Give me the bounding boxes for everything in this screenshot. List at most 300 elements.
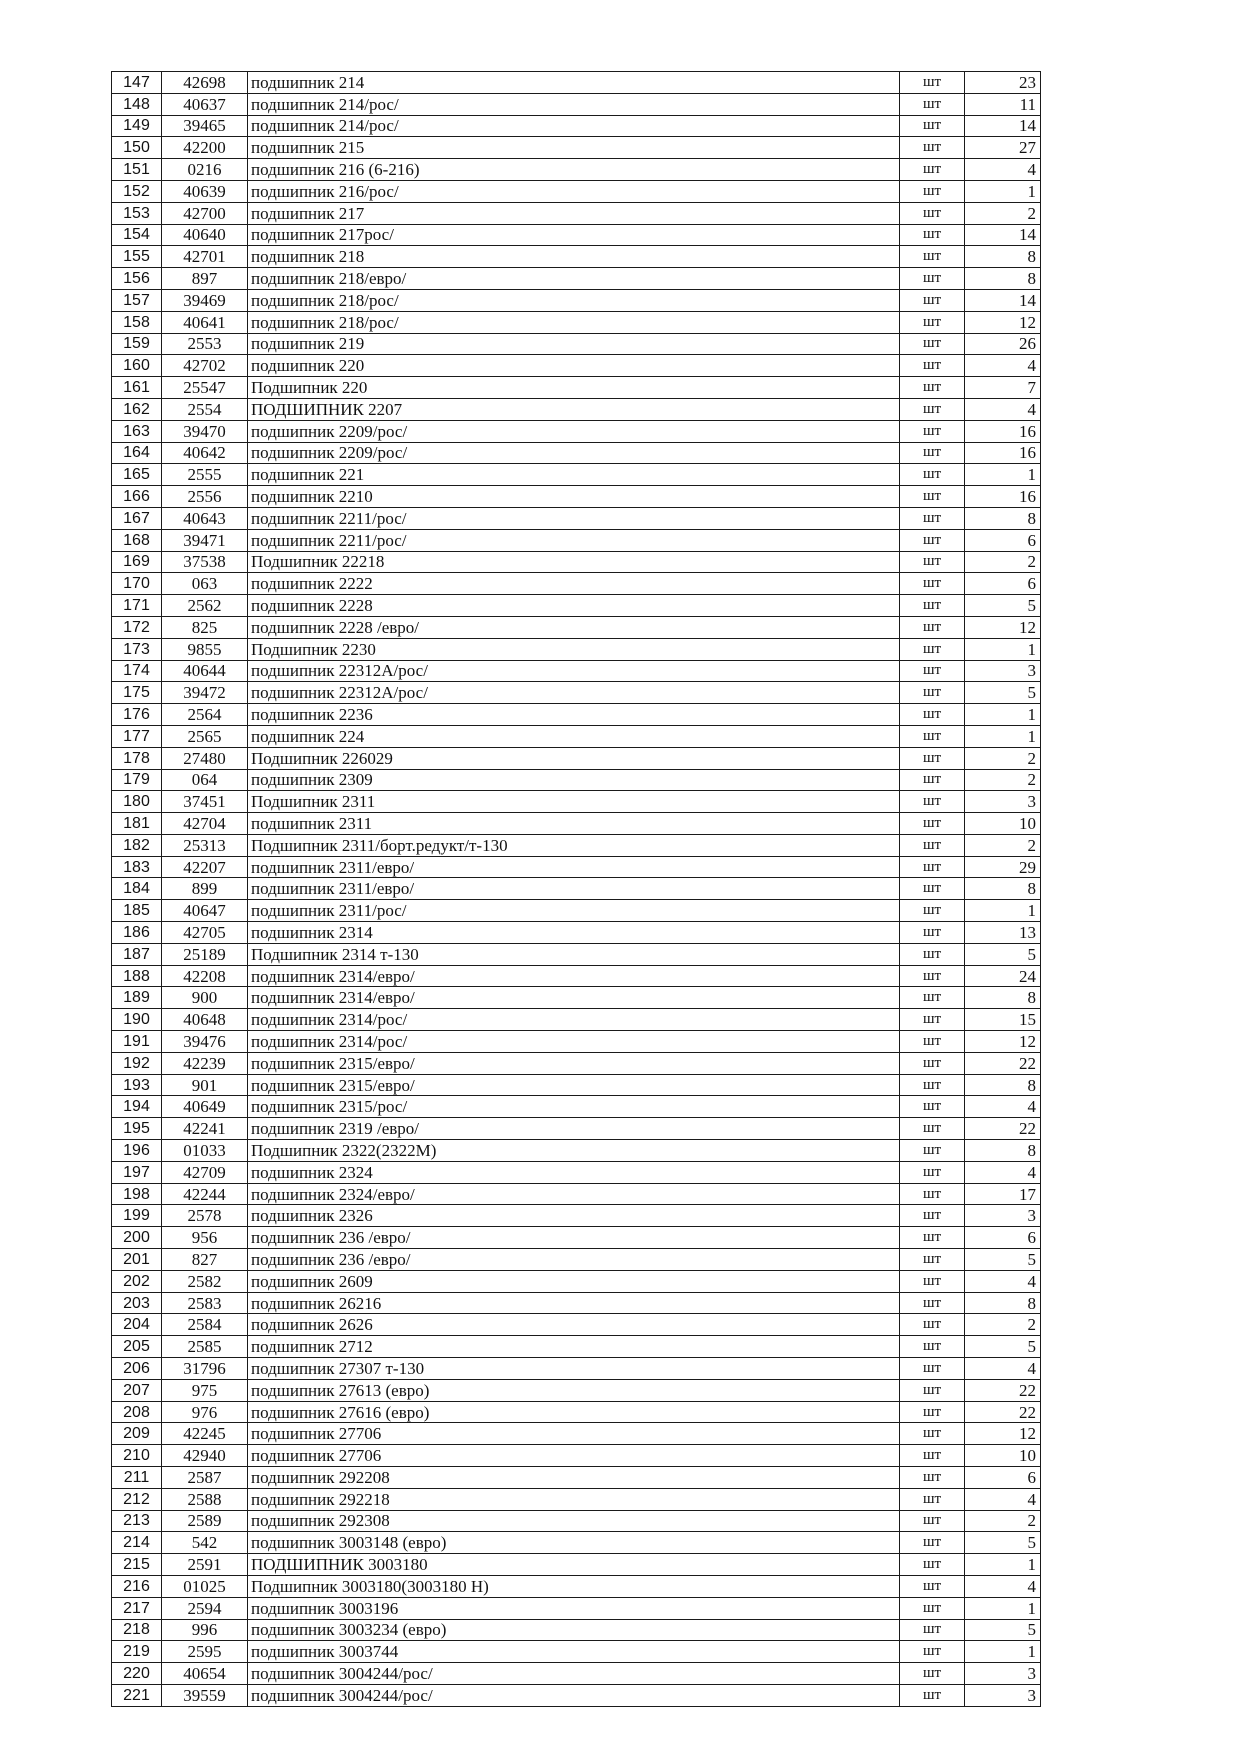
item-name-cell: Подшипник 220 bbox=[248, 377, 900, 399]
row-number-cell: 152 bbox=[112, 180, 162, 202]
unit-cell: шт bbox=[900, 791, 965, 813]
table-row bbox=[112, 660, 1041, 682]
quantity-cell: 1 bbox=[965, 464, 1041, 486]
quantity-cell: 29 bbox=[965, 856, 1041, 878]
item-name-cell: подшипник 2311 bbox=[248, 813, 900, 835]
item-name-cell: подшипник 214/рос/ bbox=[248, 115, 900, 137]
row-number-cell: 213 bbox=[112, 1510, 162, 1532]
table-row bbox=[112, 1314, 1041, 1336]
row-number-cell: 205 bbox=[112, 1336, 162, 1358]
item-code-cell: 27480 bbox=[162, 747, 248, 769]
item-name-cell: подшипник 27706 bbox=[248, 1423, 900, 1445]
item-name-cell: подшипник 2311/евро/ bbox=[248, 856, 900, 878]
row-number-cell: 196 bbox=[112, 1140, 162, 1162]
table-row bbox=[112, 72, 1041, 94]
unit-cell: шт bbox=[900, 1227, 965, 1249]
unit-cell: шт bbox=[900, 246, 965, 268]
item-code-cell: 2555 bbox=[162, 464, 248, 486]
row-number-cell: 162 bbox=[112, 398, 162, 420]
quantity-cell: 1 bbox=[965, 638, 1041, 660]
row-number-cell: 174 bbox=[112, 660, 162, 682]
item-name-cell: Подшипник 22218 bbox=[248, 551, 900, 573]
quantity-cell: 3 bbox=[965, 791, 1041, 813]
quantity-cell: 2 bbox=[965, 769, 1041, 791]
table-row bbox=[112, 1031, 1041, 1053]
item-name-cell: подшипник 2314/евро/ bbox=[248, 965, 900, 987]
item-name-cell: подшипник 2209/рос/ bbox=[248, 442, 900, 464]
item-code-cell: 40639 bbox=[162, 180, 248, 202]
row-number-cell: 169 bbox=[112, 551, 162, 573]
unit-cell: шт bbox=[900, 1597, 965, 1619]
item-code-cell: 897 bbox=[162, 268, 248, 290]
item-name-cell: подшипник 2315/евро/ bbox=[248, 1052, 900, 1074]
table-row bbox=[112, 1379, 1041, 1401]
table-row bbox=[112, 1052, 1041, 1074]
quantity-cell: 23 bbox=[965, 72, 1041, 94]
table-row bbox=[112, 377, 1041, 399]
item-name-cell: подшипник 2314 bbox=[248, 922, 900, 944]
table-row bbox=[112, 1510, 1041, 1532]
item-name-cell: подшипник 22312А/рос/ bbox=[248, 682, 900, 704]
item-code-cell: 40647 bbox=[162, 900, 248, 922]
quantity-cell: 3 bbox=[965, 660, 1041, 682]
item-name-cell: подшипник 2315/рос/ bbox=[248, 1096, 900, 1118]
item-code-cell: 996 bbox=[162, 1619, 248, 1641]
item-name-cell: подшипник 27613 (евро) bbox=[248, 1379, 900, 1401]
item-name-cell: Подшипник 2314 т-130 bbox=[248, 943, 900, 965]
table-row bbox=[112, 398, 1041, 420]
unit-cell: шт bbox=[900, 1641, 965, 1663]
unit-cell: шт bbox=[900, 1118, 965, 1140]
item-code-cell: 25547 bbox=[162, 377, 248, 399]
unit-cell: шт bbox=[900, 202, 965, 224]
row-number-cell: 202 bbox=[112, 1270, 162, 1292]
row-number-cell: 219 bbox=[112, 1641, 162, 1663]
table-row bbox=[112, 1445, 1041, 1467]
quantity-cell: 2 bbox=[965, 202, 1041, 224]
item-name-cell: Подшипник 3003180(3003180 Н) bbox=[248, 1575, 900, 1597]
row-number-cell: 166 bbox=[112, 486, 162, 508]
unit-cell: шт bbox=[900, 1074, 965, 1096]
table-row bbox=[112, 1249, 1041, 1271]
quantity-cell: 24 bbox=[965, 965, 1041, 987]
unit-cell: шт bbox=[900, 377, 965, 399]
item-code-cell: 900 bbox=[162, 987, 248, 1009]
item-name-cell: Подшипник 2311 bbox=[248, 791, 900, 813]
table-row bbox=[112, 529, 1041, 551]
item-name-cell: подшипник 2319 /евро/ bbox=[248, 1118, 900, 1140]
quantity-cell: 1 bbox=[965, 704, 1041, 726]
table-row bbox=[112, 1358, 1041, 1380]
quantity-cell: 22 bbox=[965, 1052, 1041, 1074]
item-name-cell: подшипник 218/рос/ bbox=[248, 311, 900, 333]
unit-cell: шт bbox=[900, 486, 965, 508]
item-name-cell: подшипник 22312А/рос/ bbox=[248, 660, 900, 682]
quantity-cell: 5 bbox=[965, 1336, 1041, 1358]
row-number-cell: 171 bbox=[112, 595, 162, 617]
item-code-cell: 42241 bbox=[162, 1118, 248, 1140]
item-code-cell: 39472 bbox=[162, 682, 248, 704]
item-code-cell: 2583 bbox=[162, 1292, 248, 1314]
row-number-cell: 192 bbox=[112, 1052, 162, 1074]
table-row bbox=[112, 900, 1041, 922]
item-name-cell: Подшипник 2311/борт.редукт/т-130 bbox=[248, 834, 900, 856]
unit-cell: шт bbox=[900, 398, 965, 420]
table-row bbox=[112, 813, 1041, 835]
item-code-cell: 2585 bbox=[162, 1336, 248, 1358]
item-code-cell: 2554 bbox=[162, 398, 248, 420]
quantity-cell: 6 bbox=[965, 1227, 1041, 1249]
item-code-cell: 42700 bbox=[162, 202, 248, 224]
row-number-cell: 185 bbox=[112, 900, 162, 922]
item-name-cell: Подшипник 2230 bbox=[248, 638, 900, 660]
row-number-cell: 216 bbox=[112, 1575, 162, 1597]
table-row bbox=[112, 922, 1041, 944]
row-number-cell: 221 bbox=[112, 1684, 162, 1706]
quantity-cell: 4 bbox=[965, 355, 1041, 377]
quantity-cell: 2 bbox=[965, 1314, 1041, 1336]
table-row bbox=[112, 1161, 1041, 1183]
item-code-cell: 42245 bbox=[162, 1423, 248, 1445]
item-code-cell: 39476 bbox=[162, 1031, 248, 1053]
item-code-cell: 2553 bbox=[162, 333, 248, 355]
item-name-cell: ПОДШИПНИК 3003180 bbox=[248, 1554, 900, 1576]
quantity-cell: 8 bbox=[965, 878, 1041, 900]
item-name-cell: подшипник 2236 bbox=[248, 704, 900, 726]
item-code-cell: 42940 bbox=[162, 1445, 248, 1467]
quantity-cell: 22 bbox=[965, 1118, 1041, 1140]
table-row bbox=[112, 1270, 1041, 1292]
unit-cell: шт bbox=[900, 1009, 965, 1031]
row-number-cell: 210 bbox=[112, 1445, 162, 1467]
table-row bbox=[112, 1467, 1041, 1489]
item-code-cell: 0216 bbox=[162, 159, 248, 181]
quantity-cell: 22 bbox=[965, 1401, 1041, 1423]
unit-cell: шт bbox=[900, 1031, 965, 1053]
unit-cell: шт bbox=[900, 442, 965, 464]
row-number-cell: 151 bbox=[112, 159, 162, 181]
item-code-cell: 39471 bbox=[162, 529, 248, 551]
unit-cell: шт bbox=[900, 616, 965, 638]
unit-cell: шт bbox=[900, 529, 965, 551]
item-name-cell: подшипник 218/рос/ bbox=[248, 289, 900, 311]
table-row bbox=[112, 965, 1041, 987]
quantity-cell: 27 bbox=[965, 137, 1041, 159]
table-row bbox=[112, 1575, 1041, 1597]
item-code-cell: 2582 bbox=[162, 1270, 248, 1292]
row-number-cell: 186 bbox=[112, 922, 162, 944]
row-number-cell: 220 bbox=[112, 1663, 162, 1685]
quantity-cell: 4 bbox=[965, 1270, 1041, 1292]
item-name-cell: подшипник 217рос/ bbox=[248, 224, 900, 246]
row-number-cell: 161 bbox=[112, 377, 162, 399]
item-code-cell: 899 bbox=[162, 878, 248, 900]
item-name-cell: подшипник 2314/евро/ bbox=[248, 987, 900, 1009]
quantity-cell: 3 bbox=[965, 1205, 1041, 1227]
unit-cell: шт bbox=[900, 1161, 965, 1183]
item-code-cell: 2594 bbox=[162, 1597, 248, 1619]
item-name-cell: подшипник 2314/рос/ bbox=[248, 1031, 900, 1053]
unit-cell: шт bbox=[900, 769, 965, 791]
unit-cell: шт bbox=[900, 420, 965, 442]
unit-cell: шт bbox=[900, 965, 965, 987]
table-row bbox=[112, 1118, 1041, 1140]
quantity-cell: 5 bbox=[965, 682, 1041, 704]
item-name-cell: подшипник 3003744 bbox=[248, 1641, 900, 1663]
unit-cell: шт bbox=[900, 1575, 965, 1597]
item-code-cell: 39559 bbox=[162, 1684, 248, 1706]
row-number-cell: 165 bbox=[112, 464, 162, 486]
item-name-cell: подшипник 215 bbox=[248, 137, 900, 159]
quantity-cell: 1 bbox=[965, 1554, 1041, 1576]
table-row bbox=[112, 1205, 1041, 1227]
quantity-cell: 8 bbox=[965, 246, 1041, 268]
item-code-cell: 2591 bbox=[162, 1554, 248, 1576]
unit-cell: шт bbox=[900, 72, 965, 94]
unit-cell: шт bbox=[900, 551, 965, 573]
row-number-cell: 177 bbox=[112, 725, 162, 747]
unit-cell: шт bbox=[900, 1292, 965, 1314]
item-code-cell: 975 bbox=[162, 1379, 248, 1401]
item-code-cell: 40648 bbox=[162, 1009, 248, 1031]
quantity-cell: 2 bbox=[965, 747, 1041, 769]
quantity-cell: 1 bbox=[965, 900, 1041, 922]
row-number-cell: 195 bbox=[112, 1118, 162, 1140]
quantity-cell: 12 bbox=[965, 1031, 1041, 1053]
table-row bbox=[112, 616, 1041, 638]
item-code-cell: 42702 bbox=[162, 355, 248, 377]
item-name-cell: подшипник 216 (6-216) bbox=[248, 159, 900, 181]
item-code-cell: 2564 bbox=[162, 704, 248, 726]
quantity-cell: 14 bbox=[965, 224, 1041, 246]
item-code-cell: 42200 bbox=[162, 137, 248, 159]
item-name-cell: Подшипник 2322(2322М) bbox=[248, 1140, 900, 1162]
item-name-cell: подшипник 2326 bbox=[248, 1205, 900, 1227]
row-number-cell: 190 bbox=[112, 1009, 162, 1031]
item-code-cell: 976 bbox=[162, 1401, 248, 1423]
unit-cell: шт bbox=[900, 1619, 965, 1641]
table-row bbox=[112, 180, 1041, 202]
row-number-cell: 164 bbox=[112, 442, 162, 464]
quantity-cell: 16 bbox=[965, 486, 1041, 508]
item-name-cell: подшипник 218/евро/ bbox=[248, 268, 900, 290]
unit-cell: шт bbox=[900, 159, 965, 181]
item-name-cell: ПОДШИПНИК 2207 bbox=[248, 398, 900, 420]
item-code-cell: 40643 bbox=[162, 507, 248, 529]
inventory-table bbox=[111, 71, 1041, 1707]
item-code-cell: 42208 bbox=[162, 965, 248, 987]
unit-cell: шт bbox=[900, 834, 965, 856]
item-code-cell: 2584 bbox=[162, 1314, 248, 1336]
item-code-cell: 2588 bbox=[162, 1488, 248, 1510]
quantity-cell: 6 bbox=[965, 1467, 1041, 1489]
quantity-cell: 3 bbox=[965, 1663, 1041, 1685]
quantity-cell: 26 bbox=[965, 333, 1041, 355]
unit-cell: шт bbox=[900, 1510, 965, 1532]
item-code-cell: 2556 bbox=[162, 486, 248, 508]
table-row bbox=[112, 1641, 1041, 1663]
row-number-cell: 217 bbox=[112, 1597, 162, 1619]
item-name-cell: подшипник 2314/рос/ bbox=[248, 1009, 900, 1031]
item-name-cell: подшипник 26216 bbox=[248, 1292, 900, 1314]
row-number-cell: 155 bbox=[112, 246, 162, 268]
row-number-cell: 197 bbox=[112, 1161, 162, 1183]
item-code-cell: 956 bbox=[162, 1227, 248, 1249]
quantity-cell: 13 bbox=[965, 922, 1041, 944]
unit-cell: шт bbox=[900, 813, 965, 835]
quantity-cell: 4 bbox=[965, 1161, 1041, 1183]
item-code-cell: 39465 bbox=[162, 115, 248, 137]
quantity-cell: 3 bbox=[965, 1684, 1041, 1706]
row-number-cell: 204 bbox=[112, 1314, 162, 1336]
unit-cell: шт bbox=[900, 704, 965, 726]
item-name-cell: подшипник 2324 bbox=[248, 1161, 900, 1183]
item-code-cell: 40644 bbox=[162, 660, 248, 682]
row-number-cell: 203 bbox=[112, 1292, 162, 1314]
quantity-cell: 5 bbox=[965, 1619, 1041, 1641]
item-code-cell: 25313 bbox=[162, 834, 248, 856]
unit-cell: шт bbox=[900, 1467, 965, 1489]
row-number-cell: 201 bbox=[112, 1249, 162, 1271]
item-name-cell: подшипник 3003148 (евро) bbox=[248, 1532, 900, 1554]
unit-cell: шт bbox=[900, 311, 965, 333]
row-number-cell: 168 bbox=[112, 529, 162, 551]
quantity-cell: 1 bbox=[965, 725, 1041, 747]
item-code-cell: 42709 bbox=[162, 1161, 248, 1183]
item-name-cell: подшипник 2324/евро/ bbox=[248, 1183, 900, 1205]
quantity-cell: 4 bbox=[965, 398, 1041, 420]
item-code-cell: 2589 bbox=[162, 1510, 248, 1532]
table-row bbox=[112, 1096, 1041, 1118]
item-code-cell: 901 bbox=[162, 1074, 248, 1096]
item-name-cell: подшипник 2222 bbox=[248, 573, 900, 595]
quantity-cell: 16 bbox=[965, 420, 1041, 442]
table-row bbox=[112, 1074, 1041, 1096]
row-number-cell: 183 bbox=[112, 856, 162, 878]
table-row bbox=[112, 115, 1041, 137]
quantity-cell: 8 bbox=[965, 1140, 1041, 1162]
unit-cell: шт bbox=[900, 1554, 965, 1576]
unit-cell: шт bbox=[900, 943, 965, 965]
item-code-cell: 40642 bbox=[162, 442, 248, 464]
quantity-cell: 10 bbox=[965, 813, 1041, 835]
table-row bbox=[112, 507, 1041, 529]
item-code-cell: 40649 bbox=[162, 1096, 248, 1118]
table-row bbox=[112, 878, 1041, 900]
item-code-cell: 40654 bbox=[162, 1663, 248, 1685]
unit-cell: шт bbox=[900, 1314, 965, 1336]
unit-cell: шт bbox=[900, 1488, 965, 1510]
quantity-cell: 15 bbox=[965, 1009, 1041, 1031]
item-name-cell: подшипник 27616 (евро) bbox=[248, 1401, 900, 1423]
item-name-cell: подшипник 2228 /евро/ bbox=[248, 616, 900, 638]
unit-cell: шт bbox=[900, 1379, 965, 1401]
unit-cell: шт bbox=[900, 1052, 965, 1074]
quantity-cell: 4 bbox=[965, 1096, 1041, 1118]
item-name-cell: подшипник 236 /евро/ bbox=[248, 1249, 900, 1271]
item-code-cell: 42244 bbox=[162, 1183, 248, 1205]
table-row bbox=[112, 486, 1041, 508]
item-name-cell: подшипник 221 bbox=[248, 464, 900, 486]
quantity-cell: 8 bbox=[965, 987, 1041, 1009]
row-number-cell: 189 bbox=[112, 987, 162, 1009]
item-name-cell: подшипник 2211/рос/ bbox=[248, 507, 900, 529]
quantity-cell: 12 bbox=[965, 1423, 1041, 1445]
item-name-cell: подшипник 220 bbox=[248, 355, 900, 377]
item-code-cell: 2595 bbox=[162, 1641, 248, 1663]
item-code-cell: 40641 bbox=[162, 311, 248, 333]
item-code-cell: 40640 bbox=[162, 224, 248, 246]
table-row bbox=[112, 289, 1041, 311]
unit-cell: шт bbox=[900, 115, 965, 137]
table-row bbox=[112, 1140, 1041, 1162]
table-row bbox=[112, 1336, 1041, 1358]
row-number-cell: 215 bbox=[112, 1554, 162, 1576]
item-name-cell: подшипник 2609 bbox=[248, 1270, 900, 1292]
item-name-cell: подшипник 2211/рос/ bbox=[248, 529, 900, 551]
row-number-cell: 181 bbox=[112, 813, 162, 835]
table-row bbox=[112, 1401, 1041, 1423]
quantity-cell: 7 bbox=[965, 377, 1041, 399]
quantity-cell: 8 bbox=[965, 1292, 1041, 1314]
table-row bbox=[112, 355, 1041, 377]
row-number-cell: 179 bbox=[112, 769, 162, 791]
table-row bbox=[112, 1292, 1041, 1314]
quantity-cell: 11 bbox=[965, 93, 1041, 115]
unit-cell: шт bbox=[900, 1532, 965, 1554]
item-name-cell: подшипник 3004244/рос/ bbox=[248, 1684, 900, 1706]
table-row bbox=[112, 791, 1041, 813]
quantity-cell: 1 bbox=[965, 1641, 1041, 1663]
table-row bbox=[112, 573, 1041, 595]
item-name-cell: подшипник 2228 bbox=[248, 595, 900, 617]
item-code-cell: 42705 bbox=[162, 922, 248, 944]
table-row bbox=[112, 834, 1041, 856]
row-number-cell: 149 bbox=[112, 115, 162, 137]
table-row bbox=[112, 159, 1041, 181]
table-row bbox=[112, 1227, 1041, 1249]
item-code-cell: 9855 bbox=[162, 638, 248, 660]
item-name-cell: подшипник 2309 bbox=[248, 769, 900, 791]
table-row bbox=[112, 747, 1041, 769]
table-row bbox=[112, 246, 1041, 268]
unit-cell: шт bbox=[900, 1423, 965, 1445]
table-row bbox=[112, 769, 1041, 791]
quantity-cell: 5 bbox=[965, 1532, 1041, 1554]
table-row bbox=[112, 1423, 1041, 1445]
row-number-cell: 156 bbox=[112, 268, 162, 290]
row-number-cell: 188 bbox=[112, 965, 162, 987]
unit-cell: шт bbox=[900, 1684, 965, 1706]
quantity-cell: 10 bbox=[965, 1445, 1041, 1467]
row-number-cell: 206 bbox=[112, 1358, 162, 1380]
unit-cell: шт bbox=[900, 507, 965, 529]
item-code-cell: 064 bbox=[162, 769, 248, 791]
row-number-cell: 170 bbox=[112, 573, 162, 595]
quantity-cell: 16 bbox=[965, 442, 1041, 464]
table-row bbox=[112, 1183, 1041, 1205]
row-number-cell: 198 bbox=[112, 1183, 162, 1205]
table-row bbox=[112, 682, 1041, 704]
item-code-cell: 2562 bbox=[162, 595, 248, 617]
item-code-cell: 827 bbox=[162, 1249, 248, 1271]
item-code-cell: 063 bbox=[162, 573, 248, 595]
item-name-cell: Подшипник 226029 bbox=[248, 747, 900, 769]
row-number-cell: 211 bbox=[112, 1467, 162, 1489]
table-row bbox=[112, 1619, 1041, 1641]
quantity-cell: 2 bbox=[965, 834, 1041, 856]
table-row bbox=[112, 137, 1041, 159]
